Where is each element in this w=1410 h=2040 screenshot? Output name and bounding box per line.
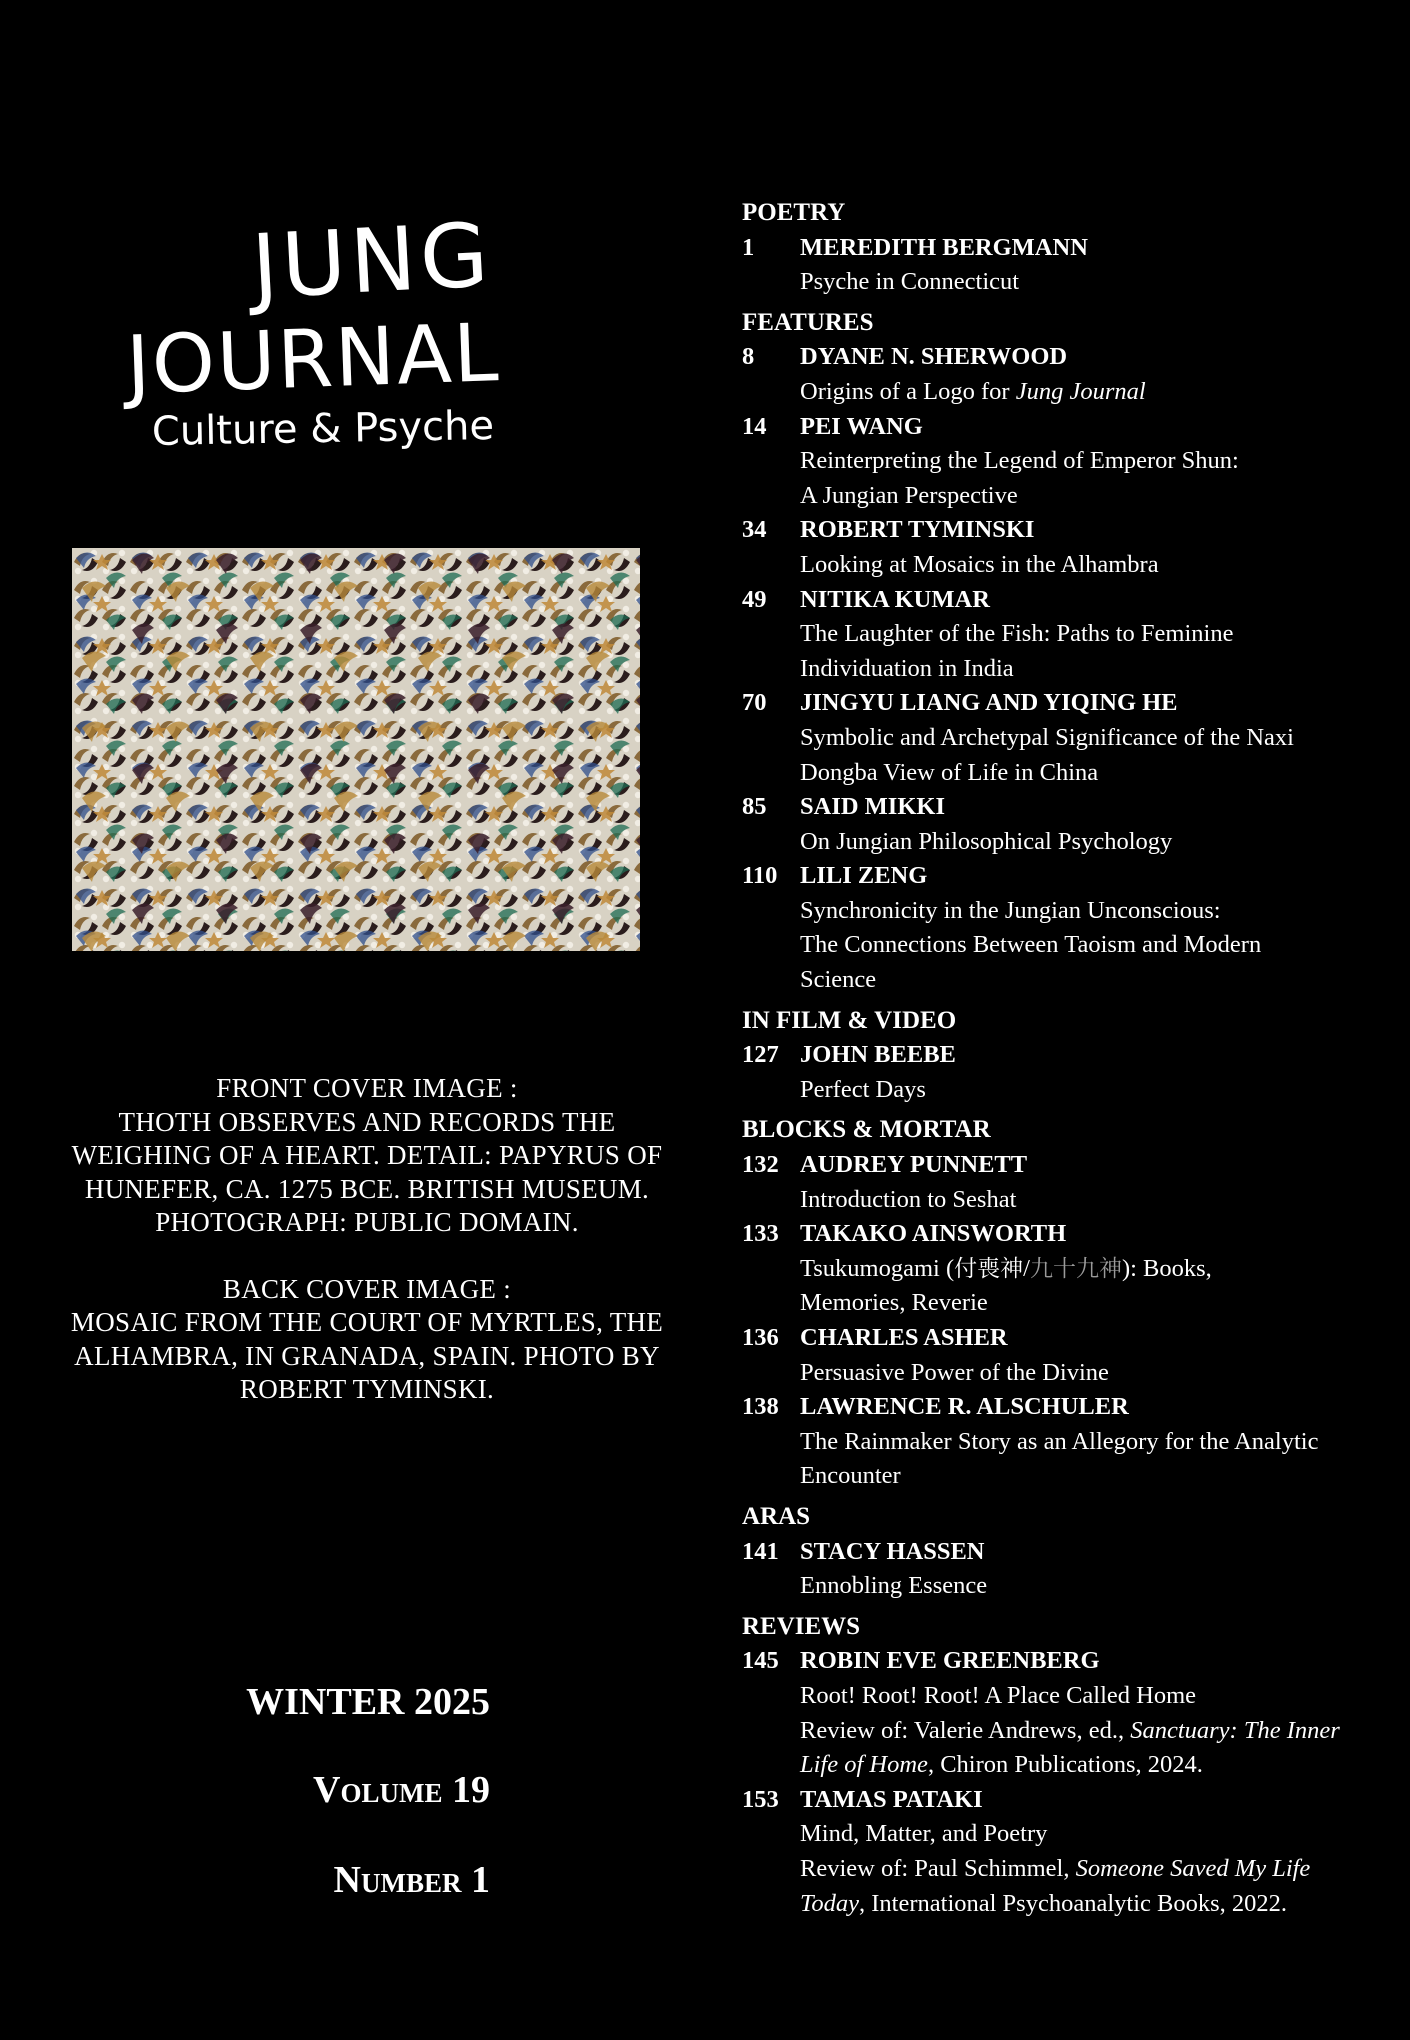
article-title: The Laughter of the Fish: Paths to Feminine — [800, 620, 1234, 648]
section-heading: REVIEWS — [742, 1612, 861, 1640]
article-title: Perfect Days — [800, 1075, 926, 1103]
article-title: Encounter — [800, 1462, 901, 1490]
toc-entry[interactable] — [742, 1321, 1402, 1390]
title-italic: Jung Journal — [1015, 377, 1146, 405]
page-number: 133 — [742, 1220, 779, 1248]
page-number: 136 — [742, 1324, 779, 1351]
author: ROBIN EVE GREENBERG — [800, 1647, 1100, 1675]
cover-credits — [62, 1072, 672, 1407]
front-cover-line: THOTH OBSERVES AND RECORDS THE — [118, 1106, 616, 1137]
back-cover-line: ALHAMBRA, IN GRANADA, SPAIN. PHOTO BY — [74, 1340, 660, 1371]
article-title: On Jungian Philosophical Psychology — [800, 827, 1173, 855]
logo-subtitle: Culture & Psyche — [151, 403, 495, 455]
logo-jung: JUNG — [249, 203, 495, 319]
page-number: 110 — [742, 862, 778, 890]
author: ROBERT TYMINSKI — [800, 516, 1035, 544]
front-cover-line: WEIGHING OF A HEART. DETAIL: PAPYRUS OF — [71, 1140, 663, 1170]
section-heading: ARAS — [742, 1502, 811, 1530]
title-text: Tsukumogami ( — [800, 1254, 955, 1282]
author: TAKAKO AINSWORTH — [800, 1220, 1067, 1248]
toc-entry[interactable] — [742, 340, 1402, 409]
section-heading: BLOCKS & MORTAR — [742, 1116, 991, 1144]
front-cover-line: HUNEFER, CA. 1275 BCE. BRITISH MUSEUM. — [84, 1173, 650, 1204]
article-title: A Jungian Perspective — [800, 481, 1018, 509]
toc-entry[interactable] — [742, 231, 1402, 300]
author: CHARLES ASHER — [800, 1324, 1008, 1351]
toc-entry[interactable] — [742, 790, 1402, 859]
author: DYANE N. SHERWOOD — [800, 343, 1068, 371]
article-title: Individuation in India — [800, 654, 1014, 682]
toc-entry[interactable] — [742, 1644, 1402, 1782]
review-line — [800, 1887, 1402, 1922]
back-cover-line: ROBERT TYMINSKI. — [239, 1374, 495, 1404]
page-number: 49 — [742, 585, 767, 613]
review-italic: Today — [800, 1889, 860, 1917]
page-number: 132 — [742, 1151, 779, 1179]
page-number: 1 — [742, 233, 755, 261]
page-number: 153 — [742, 1785, 779, 1813]
journal-logo — [80, 203, 502, 455]
toc-entry[interactable] — [742, 859, 1402, 997]
toc-entry[interactable] — [742, 1217, 1402, 1321]
table-of-contents — [742, 196, 1402, 1921]
page-number: 34 — [742, 516, 767, 544]
article-title: Reinterpreting the Legend of Emperor Shun: — [800, 447, 1239, 475]
issue-number: Number 1 — [333, 1859, 490, 1901]
article-title: Looking at Mosaics in the Alhambra — [800, 550, 1159, 578]
toc-entry[interactable] — [742, 1038, 1402, 1107]
author: MEREDITH BERGMANN — [800, 233, 1088, 261]
title-text: ): Books, — [1121, 1254, 1212, 1282]
article-title: The Connections Between Taoism and Modern — [800, 931, 1262, 959]
author: JINGYU LIANG AND YIQING HE — [800, 689, 1178, 717]
front-cover-line: PHOTOGRAPH: PUBLIC DOMAIN. — [155, 1207, 579, 1237]
review-text: , Chiron Publications, 2024. — [927, 1751, 1203, 1779]
article-title: Persuasive Power of the Divine — [800, 1358, 1109, 1386]
review-italic: Sanctuary: The Inner — [1130, 1716, 1340, 1744]
logo-journal: JOURNAL — [124, 306, 502, 413]
mosaic-image — [72, 548, 640, 951]
page-number: 138 — [742, 1393, 779, 1421]
author: LAWRENCE R. ALSCHULER — [800, 1393, 1129, 1421]
page-number: 141 — [742, 1537, 779, 1565]
toc-entry[interactable] — [742, 1535, 1402, 1604]
section-heading: POETRY — [742, 199, 846, 226]
front-cover-heading: FRONT COVER IMAGE : — [216, 1073, 518, 1103]
author: SAID MIKKI — [800, 793, 945, 821]
author: PEI WANG — [800, 412, 923, 440]
article-title: Synchronicity in the Jungian Unconscious: — [800, 896, 1221, 924]
page-number: 145 — [742, 1647, 779, 1675]
article-title: Symbolic and Archetypal Significance of the Naxi — [800, 723, 1294, 751]
article-title: Memories, Reverie — [800, 1289, 988, 1317]
page-number: 127 — [742, 1041, 779, 1069]
issue-volume: Volume 19 — [313, 1769, 490, 1811]
article-title: Ennobling Essence — [800, 1572, 988, 1600]
back-cover-line: MOSAIC FROM THE COURT OF MYRTLES, THE — [70, 1307, 664, 1337]
review-text: Review of: Valerie Andrews, ed., — [800, 1716, 1131, 1744]
back-cover-heading: BACK COVER IMAGE : — [222, 1273, 512, 1304]
title-cjk: 九十九神 — [1029, 1255, 1122, 1282]
author: JOHN BEEBE — [800, 1041, 956, 1069]
page-number: 8 — [742, 343, 755, 371]
toc-entry[interactable] — [742, 410, 1402, 514]
section-heading: FEATURES — [742, 308, 874, 336]
author: LILI ZENG — [800, 862, 928, 890]
toc-entry[interactable] — [742, 1390, 1402, 1494]
toc-entry[interactable] — [742, 686, 1402, 790]
section-heading: IN FILM & VIDEO — [742, 1006, 957, 1034]
review-text: Review of: Paul Schimmel, — [800, 1854, 1076, 1882]
issue-season: WINTER 2025 — [246, 1681, 490, 1723]
article-title: Science — [800, 966, 877, 994]
article-title — [800, 1252, 1402, 1287]
toc-entry[interactable] — [742, 583, 1402, 687]
toc-entry[interactable] — [742, 513, 1402, 582]
article-title: Mind, Matter, and Poetry — [800, 1820, 1048, 1848]
title-text: / — [1023, 1254, 1030, 1282]
page-number: 85 — [742, 793, 767, 821]
article-title — [800, 375, 1402, 410]
author: STACY HASSEN — [800, 1537, 985, 1565]
author: TAMAS PATAKI — [800, 1785, 983, 1813]
toc-entry[interactable] — [742, 1783, 1402, 1921]
title-text: Origins of a Logo for — [800, 377, 1016, 405]
article-title: The Rainmaker Story as an Allegory for the Analytic — [800, 1427, 1319, 1455]
review-italic: Someone Saved My Life — [1075, 1854, 1311, 1882]
article-title: Root! Root! Root! A Place Called Home — [800, 1681, 1197, 1709]
review-text: , International Psychoanalytic Books, 2022. — [859, 1889, 1288, 1917]
author: NITIKA KUMAR — [800, 585, 990, 613]
review-italic: Life of Home — [800, 1751, 928, 1779]
article-title: Dongba View of Life in China — [800, 758, 1099, 786]
article-title: Introduction to Seshat — [800, 1185, 1017, 1213]
author: AUDREY PUNNETT — [800, 1151, 1028, 1179]
page-number: 14 — [742, 412, 767, 440]
article-title: Psyche in Connecticut — [800, 268, 1020, 296]
toc-entry[interactable] — [742, 1148, 1402, 1217]
review-line — [800, 1748, 1402, 1783]
title-cjk: 付喪神 — [954, 1255, 1024, 1282]
page-number: 70 — [742, 689, 767, 717]
review-line — [800, 1852, 1402, 1887]
review-line — [800, 1714, 1402, 1749]
